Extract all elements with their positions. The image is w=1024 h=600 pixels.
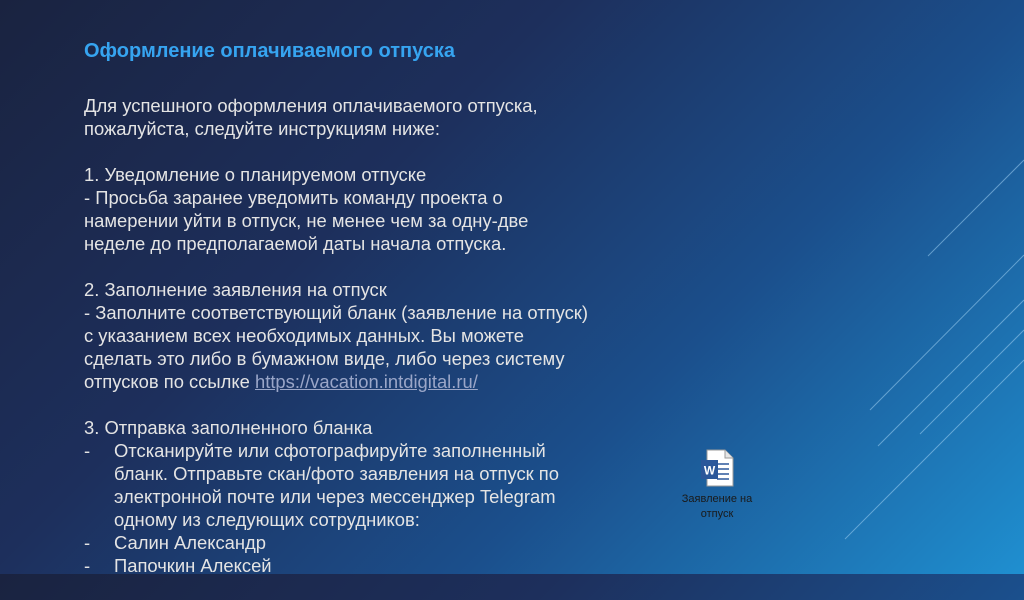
vacation-system-link[interactable]: https://vacation.intdigital.ru/ bbox=[254, 371, 478, 392]
step-2 bbox=[84, 278, 684, 393]
bullet-line: одному из следующих сотрудников: bbox=[114, 509, 420, 530]
attachment-label-line: отпуск bbox=[700, 508, 734, 520]
step-1-line: неделе до предполагаемой даты начала отпуска. bbox=[84, 233, 507, 254]
word-document-icon bbox=[699, 448, 735, 488]
step-2-heading: 2. Заполнение заявления на отпуск bbox=[84, 279, 387, 300]
step-3-heading: 3. Отправка заполненного бланка bbox=[84, 417, 373, 438]
step-2-line: с указанием всех необходимых данных. Вы можете bbox=[84, 325, 524, 346]
step-1 bbox=[84, 163, 684, 255]
step-2-line: - Заполните соответствующий бланк (заявление на отпуск) bbox=[84, 302, 588, 323]
dash-marker: - bbox=[84, 555, 91, 576]
instructions-body bbox=[84, 94, 684, 600]
attachment-label bbox=[662, 492, 772, 522]
step-3-bullets bbox=[84, 439, 684, 577]
step-1-line: намерении уйти в отпуск, не менее чем за одну-две bbox=[84, 210, 529, 231]
link-prefix: отпусков по ссылке bbox=[84, 371, 255, 392]
employee-name: Салин Александр bbox=[114, 532, 267, 553]
intro-line: пожалуйста, следуйте инструкциям ниже: bbox=[84, 118, 440, 139]
step-1-heading: 1. Уведомление о планируемом отпуске bbox=[84, 164, 427, 185]
step-3 bbox=[84, 416, 684, 577]
list-item bbox=[84, 531, 684, 554]
step-1-line: - Просьба заранее уведомить команду проекта о bbox=[84, 187, 503, 208]
dash-marker: - bbox=[84, 532, 91, 553]
svg-text:W: W bbox=[703, 463, 716, 478]
bullet-line: электронной почте или через мессенджер Telegram bbox=[114, 486, 556, 507]
list-item bbox=[84, 439, 684, 531]
bullet-line: Отсканируйте или сфотографируйте заполненный bbox=[114, 440, 546, 461]
slide-title: Оформление оплачиваемого отпуска bbox=[84, 40, 455, 62]
intro-line: Для успешного оформления оплачиваемого отпуска, bbox=[84, 95, 538, 116]
dash-marker: - bbox=[84, 440, 91, 461]
vacation-form-attachment[interactable] bbox=[662, 448, 772, 522]
step-2-line: сделать это либо в бумажном виде, либо через систему bbox=[84, 348, 565, 369]
employee-name: Папочкин Алексей bbox=[114, 555, 272, 576]
attachment-label-line: Заявление на bbox=[681, 493, 753, 505]
intro-paragraph bbox=[84, 94, 684, 140]
step-2-link-line bbox=[84, 370, 684, 393]
bullet-line: бланк. Отправьте скан/фото заявления на отпуск по bbox=[114, 463, 559, 484]
